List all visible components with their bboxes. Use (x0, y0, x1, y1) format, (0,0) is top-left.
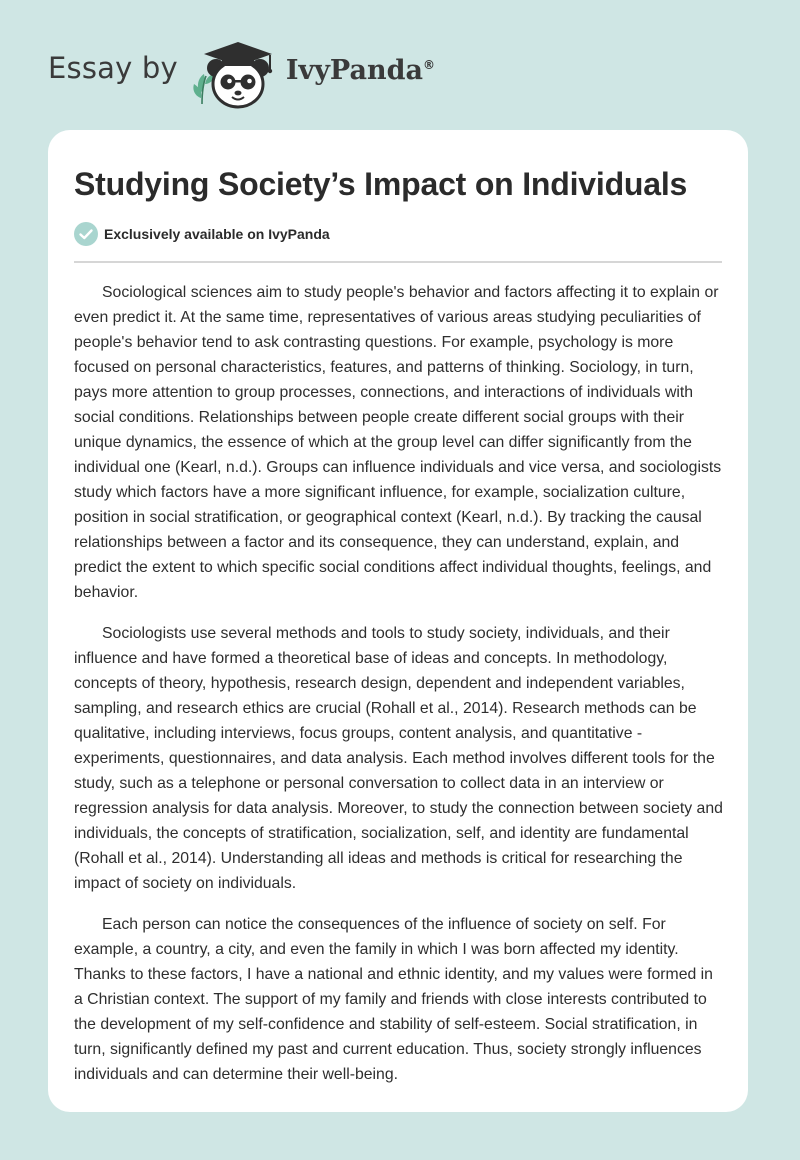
title-divider (74, 261, 722, 263)
exclusive-badge (74, 222, 330, 246)
essay-card (48, 130, 748, 1112)
site-header (48, 34, 435, 110)
essay-paragraph-2: Sociologists use several methods and tools to study society, individuals, and their influence and have formed a theoretical base of ideas and concepts. In methodology, concepts of theory, hypothesis, research design, dependent and independent variables, sampling, and research ethics are crucial (Rohall et al., 2014). Research methods can be qualitative, including interviews, focus groups, content analysis, and quantitative - experiments, questionnaires, and data analysis. Each method involves different tools for the study, such as a telephone or personal conversation to collect data in an interview or regression analysis for data analysis. Moreover, to study the connection between society and individuals, the concepts of stratification, socialization, self, and identity are fundamental (Rohall et al., 2014). Understanding all ideas and methods is critical for researching the impact of society on individuals. (74, 625, 723, 892)
exclusive-label: Exclusively available on IvyPanda (104, 226, 330, 242)
essay-paragraph-1: Sociological sciences aim to study people's behavior and factors affecting it to explain or even predict it. At the same time, representatives of various areas studying peculiarities of people's behavior tend to ask contrasting questions. For example, psychology is more focused on personal characteristics, features, and patterns of thinking. Sociology, in turn, pays more attention to group processes, connections, and interactions of individuals with social conditions. Relationships between people create different social groups with their unique dynamics, the essence of which at the group level can differ significantly from the individual one (Kearl, n.d.). Groups can influence individuals and vice versa, and sociologists study which factors have a more significant influence, for example, socialization culture, position in social stratification, or geographical context (Kearl, n.d.). By tracking the causal relationships between a factor and its consequence, they can understand, explain, and predict the extent to which specific social conditions affect individual thoughts, feelings, and behavior. (74, 284, 722, 601)
essay-body (74, 280, 725, 1103)
essay-paragraph-3: Each person can notice the consequences of the influence of society on self. For example, a country, a city, and even the family in which I was born affected my identity. Thanks to these factors, I have a national and ethnic identity, and my values were formed in a Christian context. The support of my family and friends with close interests contributed to the development of my self-confidence and stability of self-esteem. Social stratification, in turn, significantly defined my past and current education. Thus, society strongly influences individuals and can determine their well-being. (74, 916, 713, 1083)
check-circle-icon (74, 222, 98, 246)
panda-logo-icon[interactable] (192, 34, 284, 110)
registered-mark: ® (422, 57, 435, 72)
essay-title: Studying Society’s Impact on Individuals (74, 166, 688, 202)
essay-by-label: Essay by (48, 51, 178, 85)
ivypanda-brand-name[interactable]: IvyPanda® (285, 54, 435, 86)
